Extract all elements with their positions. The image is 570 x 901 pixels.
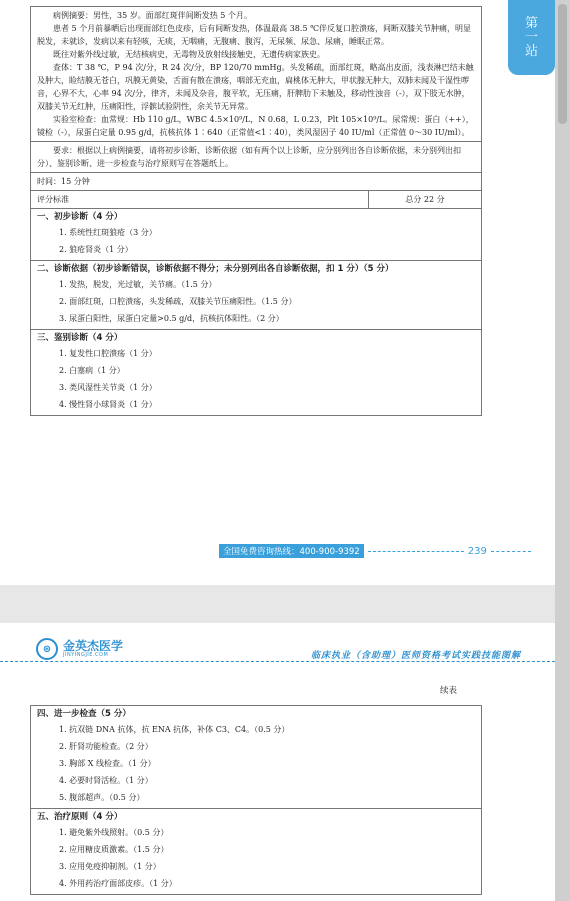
hotline-label: 全国免费咨询热线：400-900-9392 bbox=[219, 544, 364, 558]
case-exam: 查体：T 38 ℃，P 94 次/分，R 24 次/分，BP 120/70 mmHg。头发稀疏，面部红斑，略高出皮面，浅表淋巴结未触及肿大，睑结膜无苍白，巩膜无黄染，舌面有散在溃疡，咽部无充血，扁桃体无肿大，甲状腺无肿大，双肺未闻及干湿性啰音，心界不大，心率 94 次/分，律齐，未闻及杂音，腹平软，无压痛，肝脾肋下未触及，移动性浊音（-），双下肢无水肿，双膝关节无红肿，压痛阳性，浮髌试验阴性，余关节无异常。 bbox=[37, 63, 474, 111]
list-item: 4. 外用药治疗面部皮疹。（1 分） bbox=[59, 879, 177, 888]
section-diagnostic-basis bbox=[31, 261, 482, 330]
logo-subtext: JINYINGJIE.COM bbox=[63, 651, 109, 658]
list-item: 2. 白塞病（1 分） bbox=[59, 366, 125, 375]
scrollbar-thumb[interactable] bbox=[558, 4, 567, 124]
section-title: 三、鉴别诊断（4 分） bbox=[37, 333, 123, 343]
chapter-tab bbox=[508, 0, 555, 75]
list-item: 3. 类风湿性关节炎（1 分） bbox=[59, 383, 157, 392]
list-item: 1. 避免紫外线照射。（0.5 分） bbox=[59, 828, 169, 837]
logo-icon: ⊛ bbox=[36, 638, 58, 660]
list-item: 3. 应用免疫抑制剂。（1 分） bbox=[59, 862, 161, 871]
case-history: 患者 5 个月前暴晒后出现面部红色皮疹，后有间断发热，体温最高 38.5 ℃伴反复口腔溃疡，间断双膝关节肿痛，明显脱发，未就诊，发病以来有轻咳，无痰，无咽痛，无腹痛、腹泻，无尿频、尿急、尿痛，睡眠正常。 bbox=[37, 24, 472, 46]
case-time: 时间：15 分钟 bbox=[31, 173, 482, 191]
section-differential bbox=[31, 330, 482, 416]
divider bbox=[0, 661, 555, 662]
section-title: 二、诊断依据（初步诊断错误，诊断依据不得分；未分别列出各自诊断依据，扣 1 分）（5 分） bbox=[37, 264, 394, 274]
list-item: 1. 系统性红斑狼疮（3 分） bbox=[59, 228, 157, 237]
case-summary: 病例摘要：男性，35 岁。面部红斑伴间断发热 5 个月。 bbox=[53, 11, 252, 20]
list-item: 3. 胸部 X 线检查。（1 分） bbox=[59, 759, 156, 768]
continued-table bbox=[30, 705, 482, 895]
case-past-history: 既往对紫外线过敏，无结核病史，无毒物及放射线接触史，无遗传病家族史。 bbox=[53, 50, 325, 59]
list-item: 2. 狼疮肾炎（1 分） bbox=[59, 245, 133, 254]
page-number: 239 bbox=[467, 545, 487, 557]
case-description bbox=[31, 7, 482, 142]
list-item: 5. 腹部超声。（0.5 分） bbox=[59, 793, 145, 802]
case-lab: 实验室检查：血常规：Hb 110 g/L，WBC 4.5×10⁹/L，N 0.68，L 0.23，Plt 105×10⁹/L。尿常规：蛋白（++），镜检（-），尿蛋白定量 0.95 g/d，抗核抗体 1∶640（正常值<1∶40），类风湿因子 40 IU/ml（正常值 0～30 IU/ml）。 bbox=[37, 115, 474, 137]
section-title: 四、进一步检查（5 分） bbox=[37, 709, 131, 719]
list-item: 2. 应用糖皮质激素。（1.5 分） bbox=[59, 845, 169, 854]
section-title: 五、治疗原则（4 分） bbox=[37, 812, 123, 822]
page-header bbox=[0, 628, 555, 668]
section-title: 一、初步诊断（4 分） bbox=[37, 212, 123, 222]
divider bbox=[368, 551, 464, 552]
section-initial-diagnosis bbox=[31, 209, 482, 261]
page-gap bbox=[0, 585, 570, 623]
scoring-label: 评分标准 bbox=[31, 191, 369, 209]
list-item: 4. 慢性肾小球肾炎（1 分） bbox=[59, 400, 157, 409]
continued-label: 续表 bbox=[440, 686, 458, 696]
list-item: 2. 面部红斑，口腔溃疡，头发稀疏，双膝关节压痛阳性。（1.5 分） bbox=[59, 297, 297, 306]
chapter-tab-char: 站 bbox=[524, 43, 538, 59]
chapter-tab-char: 第 bbox=[524, 15, 538, 31]
total-score: 总分 22 分 bbox=[369, 191, 482, 209]
chapter-tab-char: 一 bbox=[524, 29, 538, 45]
list-item: 1. 抗双链 DNA 抗体，抗 ENA 抗体，补体 C3、C4。（0.5 分） bbox=[59, 725, 290, 734]
case-table bbox=[30, 6, 482, 416]
list-item: 1. 复发性口腔溃疡（1 分） bbox=[59, 349, 157, 358]
list-item: 4. 必要时肾活检。（1 分） bbox=[59, 776, 153, 785]
list-item: 2. 肝肾功能检查。（2 分） bbox=[59, 742, 153, 751]
book-title: 临床执业（含助理）医师资格考试实践技能图解 bbox=[310, 651, 521, 661]
scrollbar[interactable] bbox=[555, 0, 570, 901]
section-treatment bbox=[31, 809, 482, 895]
list-item: 1. 发热，脱发，光过敏，关节痛。（1.5 分） bbox=[59, 280, 217, 289]
divider bbox=[491, 551, 531, 552]
hotline-footer bbox=[219, 544, 559, 558]
logo-text: 金英杰医学 bbox=[63, 638, 124, 653]
brand-logo bbox=[36, 638, 123, 660]
list-item: 3. 尿蛋白阳性，尿蛋白定量>0.5 g/d，抗核抗体阳性。（2 分） bbox=[59, 314, 284, 323]
case-requirement: 要求：根据以上病例摘要，请将初步诊断、诊断依据（如有两个以上诊断，应分别列出各自诊断依据，未分别列出扣分）、鉴别诊断、进一步检查与治疗原则写在答题纸上。 bbox=[37, 146, 461, 168]
section-further-exams bbox=[31, 706, 482, 809]
